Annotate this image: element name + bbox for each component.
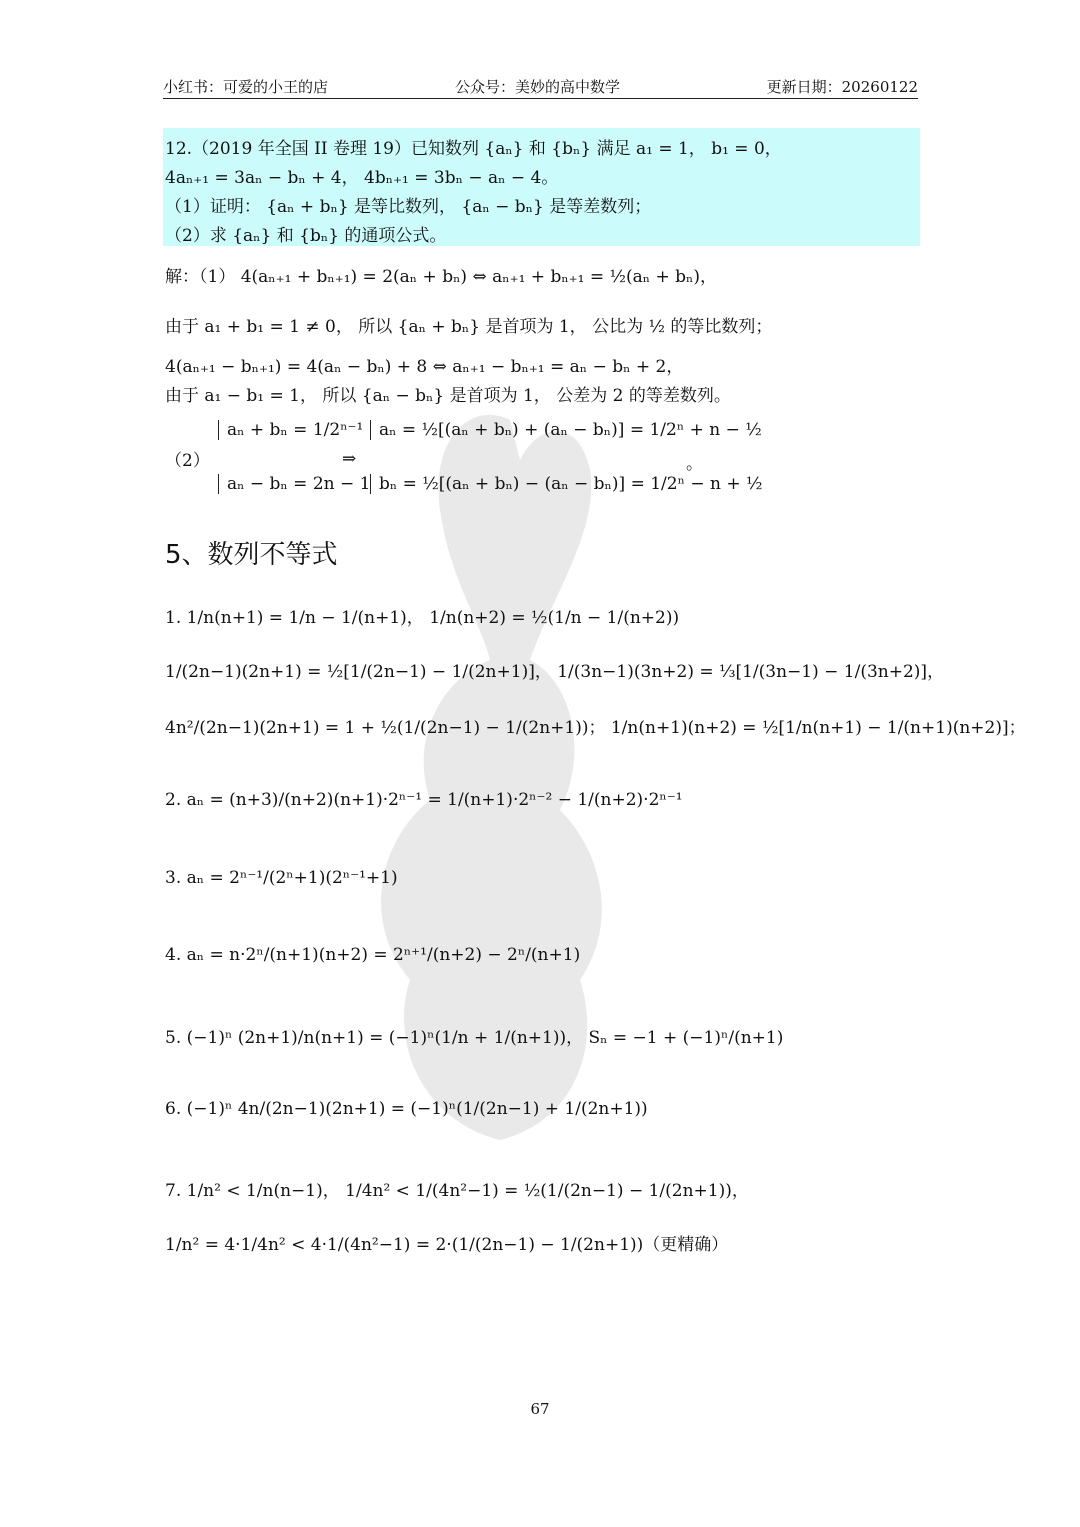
solution-line-3: 4(aₙ₊₁ − bₙ₊₁) = 4(aₙ − bₙ) + 8 ⇔ aₙ₊₁ − bₙ₊₁ = aₙ − bₙ + 2，	[165, 357, 684, 377]
problem-line-1: 12.（2019 年全国 II 卷理 19）已知数列 {aₙ} 和 {bₙ} 满足 a₁ = 1， b₁ = 0，	[165, 139, 782, 159]
item-7-line-1: 7. 1/n² < 1/n(n−1)， 1/4n² < 1/(4n²−1) = ½(1/(2n−1) − 1/(2n+1))，	[165, 1181, 749, 1201]
item-1-line-1: 1. 1/n(n+1) = 1/n − 1/(n+1)， 1/n(n+2) = ½(1/n − 1/(n+2))	[165, 608, 680, 628]
section-title: 5、数列不等式	[165, 540, 338, 570]
problem-line-2: 4aₙ₊₁ = 3aₙ − bₙ + 4， 4bₙ₊₁ = 3bₙ − aₙ − 4。	[165, 168, 559, 188]
problem-line-4: （2）求 {aₙ} 和 {bₙ} 的通项公式。	[165, 226, 447, 246]
solution-end-mark: 。	[686, 454, 703, 474]
implies-symbol: ⇒	[342, 449, 357, 469]
item-5: 5. (−1)ⁿ (2n+1)/n(n+1) = (−1)ⁿ(1/n + 1/(n+1))， Sₙ = −1 + (−1)ⁿ/(n+1)	[165, 1028, 784, 1048]
item-4: 4. aₙ = n·2ⁿ/(n+1)(n+2) = 2ⁿ⁺¹/(n+2) − 2ⁿ/(n+1)	[165, 945, 581, 965]
item-6: 6. (−1)ⁿ 4n/(2n−1)(2n+1) = (−1)ⁿ(1/(2n−1) + 1/(2n+1))	[165, 1099, 648, 1119]
item-7-line-2: 1/n² = 4·1/4n² < 4·1/(4n²−1) = 2·(1/(2n−1) − 1/(2n+1))（更精确）	[165, 1235, 729, 1255]
system-left-1: aₙ + bₙ = 1/2ⁿ⁻¹	[218, 420, 363, 440]
page-number: 67	[530, 1400, 550, 1418]
item-1-line-2: 1/(2n−1)(2n+1) = ½[1/(2n−1) − 1/(2n+1)]， 1/(3n−1)(3n+2) = ⅓[1/(3n−1) − 1/(3n+2)]，	[165, 662, 945, 682]
solution-line-2: 由于 a₁ + b₁ = 1 ≠ 0， 所以 {aₙ + bₙ} 是首项为 1， 公比为 ½ 的等比数列；	[165, 317, 773, 337]
header-right: 更新日期：20260122	[766, 78, 918, 96]
item-1-line-3: 4n²/(2n−1)(2n+1) = 1 + ½(1/(2n−1) − 1/(2n+1))； 1/n(n+1)(n+2) = ½[1/n(n+1) − 1/(n+1)(n+2)]；	[165, 718, 1026, 738]
item-3: 3. aₙ = 2ⁿ⁻¹/(2ⁿ+1)(2ⁿ⁻¹+1)	[165, 868, 398, 888]
system-right-2: bₙ = ½[(aₙ + bₙ) − (aₙ − bₙ)] = 1/2ⁿ − n + ½	[370, 474, 762, 494]
solution-part2-label: （2）	[165, 451, 210, 471]
item-2: 2. aₙ = (n+3)/(n+2)(n+1)·2ⁿ⁻¹ = 1/(n+1)·2ⁿ⁻² − 1/(n+2)·2ⁿ⁻¹	[165, 790, 683, 810]
problem-line-3: （1）证明： {aₙ + bₙ} 是等比数列， {aₙ − bₙ} 是等差数列；	[165, 197, 652, 217]
header-middle: 公众号：美妙的高中数学	[455, 78, 621, 96]
solution-line-1: 解：（1） 4(aₙ₊₁ + bₙ₊₁) = 2(aₙ + bₙ) ⇔ aₙ₊₁ + bₙ₊₁ = ½(aₙ + bₙ)，	[165, 267, 718, 287]
system-left-2: aₙ − bₙ = 2n − 1	[218, 474, 370, 494]
header-left: 小红书：可爱的小王的店	[163, 78, 329, 96]
solution-line-4: 由于 a₁ − b₁ = 1， 所以 {aₙ − bₙ} 是首项为 1， 公差为 2 的等差数列。	[165, 386, 731, 406]
page-header	[163, 76, 918, 99]
system-right-1: aₙ = ½[(aₙ + bₙ) + (aₙ − bₙ)] = 1/2ⁿ + n − ½	[370, 420, 762, 440]
